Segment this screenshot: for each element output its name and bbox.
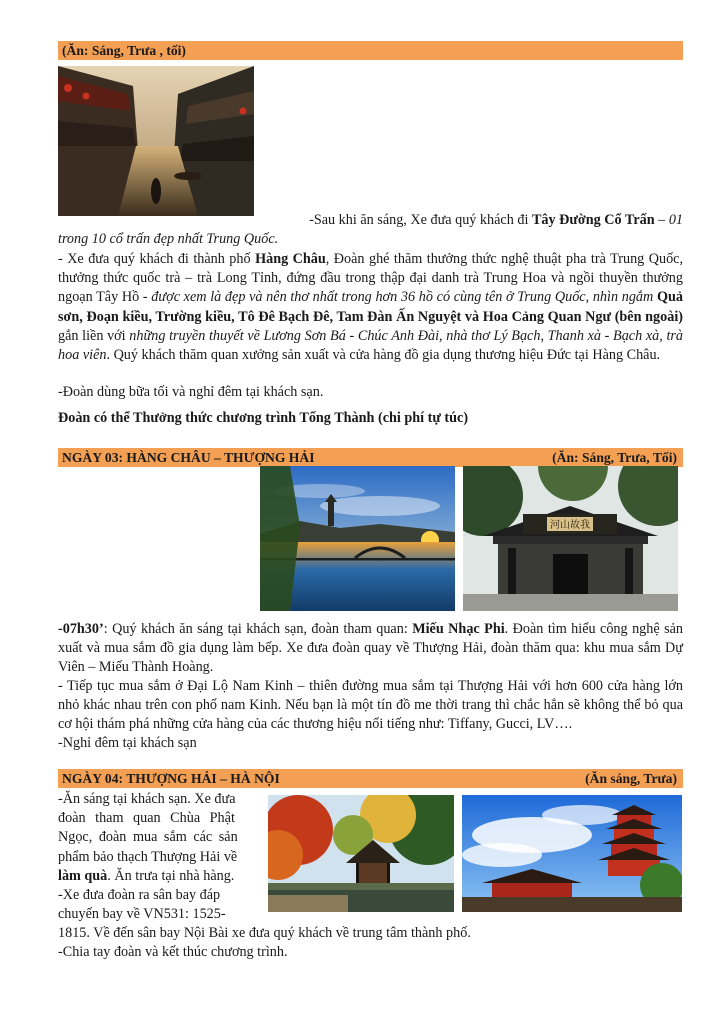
day4-header-bar (58, 769, 683, 788)
yue-fei-name: Miếu Nhạc Phi (412, 621, 505, 637)
intro-italic-1: 01 (668, 212, 683, 228)
day3-nanjing-paragraph: - Tiếp tục mua sắm ở Đại Lộ Nam Kinh – thiên đường mua sắm tại Thượng Hải với hơn 600 cửa hàng lớn nhỏ khác nhau trên con phố nam Kinh. Nếu bạn là một tín đồ me thời trang thì chắc hẳn sẽ không thể bỏ qua cơ hội thám phá những cửa hàng của các thương hiệu nổi tiếng như: Tiffany, Gucci, LV…. (58, 678, 683, 733)
day4-meals: (Ăn sáng, Trưa) (585, 771, 677, 786)
intro-italic-2: trong 10 cổ trấn đẹp nhất Trung Quốc. (58, 231, 279, 248)
intro-dash: – (654, 212, 669, 228)
day2-intro-paragraph (58, 211, 683, 249)
day4-line-8: 1815. Về đến sân bay Nội Bài xe đưa quý khách về trung tâm thành phố. (58, 925, 471, 941)
hangzhou-name: Hàng Châu (255, 251, 326, 267)
day4-line-5 (58, 867, 258, 886)
day4-left-column (58, 790, 258, 924)
day3-overnight-line: -Nghỉ đêm tại khách sạn (58, 735, 197, 751)
day4-line-9: -Chia tay đoàn và kết thúc chương trình. (58, 944, 288, 960)
p2-text-a: - Xe đưa quý khách đi thành phố (58, 251, 256, 267)
yue-fei-temple-photo (463, 466, 678, 611)
water-town-photo (58, 66, 254, 216)
day3-p1-b: . Đoàn tìm hiểu công nghệ sản xuất và mua sắm đồ gia dụng làm bếp. Xe đưa đoàn quay về Thượng Hải, đoàn thăm qua: khu mua sắm Dự Viên – Miếu Thành Hoàng. (58, 621, 683, 676)
souvenir-text: làm quà (58, 867, 108, 884)
day4-line-4: phẩm bảo thạch Thượng Hải về (58, 848, 238, 865)
day2-hangzhou-paragraph (58, 250, 683, 365)
garden-pavilion-photo (268, 795, 454, 912)
day3-time: -07h30’ (58, 621, 104, 637)
p2-text-d: . Quý khách thăm quan xưởng sản xuất và cửa hàng đồ gia dụng thương hiệu Đức tại Hàng Châu. (106, 347, 661, 364)
meals-top-label: (Ăn: Sáng, Trưa , tối) (62, 43, 186, 58)
west-lake-sights: Quả sơn, Đoạn kiều, Trường kiều, Tô Đê Bạch Đê, Tam Đàn Ấn Nguyệt và Hoa Cảng Quan Ngư (bên ngoài) (58, 289, 683, 325)
day4-line-5b: . Ăn trưa tại nhà hàng. (107, 867, 235, 884)
tay-duong-name: Tây Đường Cổ Trấn (531, 212, 655, 228)
day4-line-2: đoàn tham quan Chùa Phật (58, 810, 235, 827)
day4-line-7: chuyến bay về VN531: 1525- (58, 906, 226, 923)
p2-legends: những truyền thuyết về Lương Sơn Bá - Chúc Anh Đài, nhà thơ Lý Bạch, Thanh xà - Bạch xà, trà hoa viên (58, 327, 684, 364)
day4-line-6: -Xe đưa đoàn ra sân bay đáp (58, 887, 221, 904)
meals-bar-top (58, 41, 683, 60)
day2-dinner-line: -Đoàn dùng bữa tối và nghỉ đêm tại khách sạn. (58, 384, 324, 400)
west-lake-photo (260, 466, 455, 611)
p2-text-c: gắn liền với (58, 327, 130, 344)
day3-morning-paragraph (58, 620, 683, 678)
day3-title: NGÀY 03: HÀNG CHÂU – THƯỢNG HẢI (62, 450, 315, 465)
day4-line-3: Ngọc, đoàn mua sắm các sản (58, 829, 238, 846)
day4-line-1: -Ăn sáng tại khách sạn. Xe đưa (58, 791, 236, 807)
p2-text-b: , Đoàn ghé thăm thưởng thức nghệ thuật pha trà Trung Quốc, thưởng thức quốc trà – trà Long Tỉnh, đứng đầu trong thập đại danh trà Trung Hoa và ngồi thuyền thưởng ngoạn Tây Hồ - (58, 251, 684, 306)
day2-intro-text: -Sau khi ăn sáng, Xe đưa quý khách đi (309, 212, 532, 228)
p2-italic: được xem là đẹp và nên thơ nhất trong hơn 36 hồ có cùng tên ở Trung Quốc, nhìn ngắm (151, 289, 654, 306)
day2-songcheng-line: Đoàn có thể Thưởng thức chương trình Tống Thành (chi phí tự túc) (58, 410, 469, 426)
day4-title: NGÀY 04: THƯỢNG HẢI – HÀ NỘI (62, 771, 280, 786)
day3-header-bar (58, 448, 683, 467)
day3-meals: (Ăn: Sáng, Trưa, Tối) (552, 450, 677, 465)
pagoda-photo (462, 795, 682, 912)
day3-p1-a: : Quý khách ăn sáng tại khách sạn, đoàn tham quan: (103, 621, 413, 637)
temple-sign: 河山故我 (550, 520, 590, 531)
